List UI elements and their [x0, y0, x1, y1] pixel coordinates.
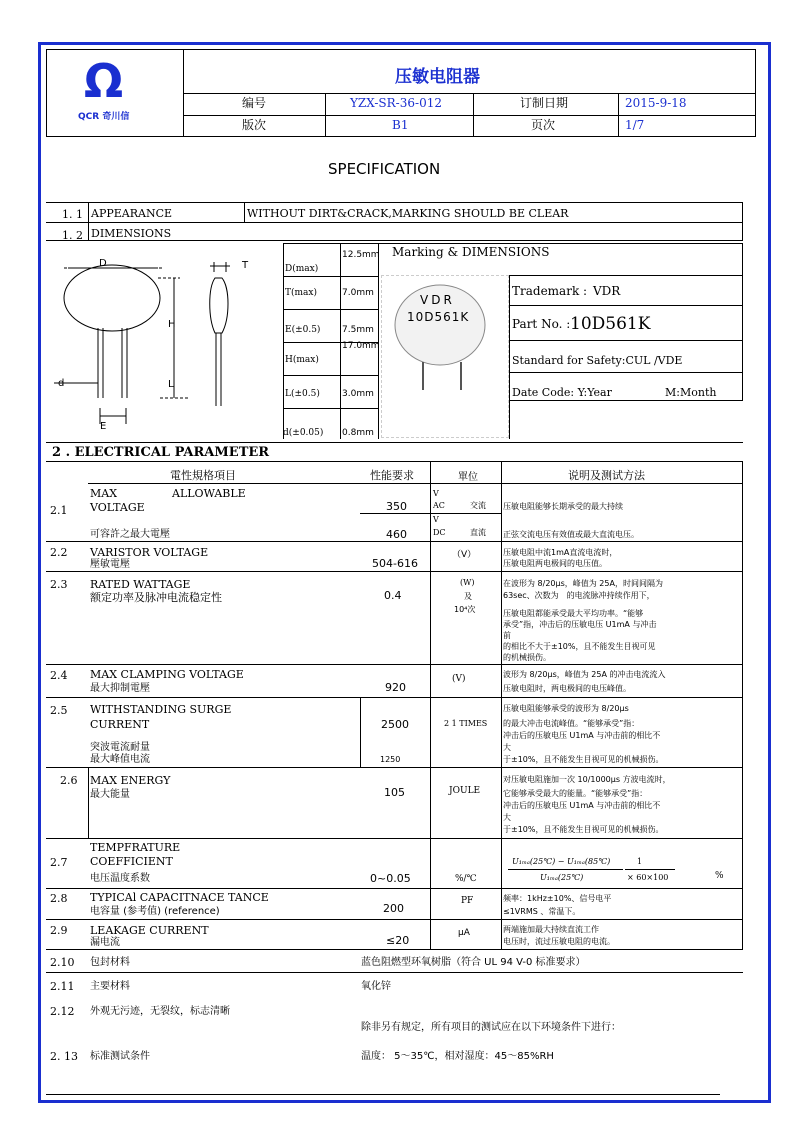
param-2-3-desc-3: 压敏电阻都能承受最大平均功率。“能够 [503, 609, 644, 618]
date-code-month: M:Month [665, 386, 717, 399]
param-2-13-no: 2. 13 [50, 1050, 78, 1063]
label-version: 版次 [242, 118, 267, 132]
param-2-1-desc-1: 压敏电阻能够长期承受的最大持续 [503, 502, 623, 511]
param-2-6-zh: 最大能量 [90, 789, 130, 800]
dim-name-wire: d(±0.05) [283, 428, 324, 438]
drawing-label-t: T [242, 260, 249, 271]
param-2-8-desc-2: ≤1VRMS 、常温下。 [503, 907, 581, 916]
param-2-1-zh: 可容許之最大電壓 [90, 529, 170, 540]
param-2-3-desc-4: 承受”指，冲击后的压敏电压 U1mA 与冲击 [503, 620, 657, 629]
logo-icon: Ω [84, 54, 124, 108]
param-2-7-value: 0~0.05 [370, 872, 411, 885]
item-1-2-label: DIMENSIONS [91, 227, 172, 240]
param-2-12-label: 外观无污迹，无裂纹，标志清晰 [90, 1006, 230, 1017]
param-2-5-desc-2: 的最大冲击电流峰值。“能够承受”指： [503, 719, 640, 728]
param-2-7-en-2: COEFFICIENT [90, 855, 173, 868]
param-2-11-no: 2.11 [50, 980, 75, 993]
param-2-10-no: 2.10 [50, 956, 75, 969]
drawing-label-d-lower: d [58, 378, 65, 389]
param-2-2-en: VARISTOR VOLTAGE [90, 546, 209, 559]
param-2-3-en: RATED WATTAGE [90, 578, 191, 591]
item-1-1-value: WITHOUT DIRT&CRACK,MARKING SHOULD BE CLEAR [247, 207, 569, 220]
param-2-5-desc-5: 于±10%，且不能发生目视可见的机械损伤。 [503, 755, 664, 764]
param-2-5-desc-1: 压敏电阻能够承受的波形为 8/20μs [503, 704, 629, 713]
param-2-13-label: 标准测试条件 [90, 1051, 150, 1062]
param-2-3-unit-1: (W) [460, 578, 475, 587]
param-2-9-desc-2: 电压时，流过压敏电阻的电流。 [503, 937, 615, 946]
param-2-5-zh-2: 最大峰值电流 [90, 754, 150, 765]
param-2-1-unit-dc-zh: 直流 [470, 528, 486, 537]
param-2-5-value-2: 1250 [380, 755, 401, 764]
param-2-4-value: 920 [385, 681, 406, 694]
param-2-3-desc-2: 63sec、次数为 的电流脉冲持续作用下， [503, 591, 655, 600]
param-2-1-desc-2: 正弦交流电压有效值或最大直流电压。 [503, 530, 639, 539]
param-2-2-desc-1: 压敏电阻中流1mA直流电流时， [503, 548, 618, 557]
param-2-5-no: 2.5 [50, 704, 68, 717]
col-header-method: 说明及测试方法 [568, 469, 645, 482]
param-2-3-value: 0.4 [384, 589, 402, 602]
safety-standard: Standard for Safety:CUL /VDE [512, 354, 683, 367]
param-2-11-value: 氧化锌 [361, 981, 391, 992]
item-1-2-no: 1. 2 [62, 229, 83, 242]
param-2-9-desc-1: 两端施加最大持续直流工作 [503, 925, 599, 934]
formula-multiplier: × 60×100 [627, 873, 669, 882]
param-2-1-en-1b: ALLOWABLE [172, 487, 246, 500]
param-2-12-no: 2.12 [50, 1005, 75, 1018]
param-2-3-desc-6: 的相比不大于±10%，且不能发生目视可见 [503, 642, 656, 651]
param-2-11-label: 主要材料 [90, 981, 130, 992]
param-2-3-desc-5: 前 [503, 631, 511, 640]
label-date: 订制日期 [520, 96, 569, 110]
dim-value-d: 12.5mm [342, 250, 380, 260]
param-2-1-unit-ac-v: V [433, 489, 439, 498]
param-2-8-value: 200 [383, 902, 404, 915]
param-2-1-unit-dc-v: V [433, 515, 439, 524]
param-2-3-desc-1: 在波形为 8/20μs，峰值为 25A，时间间隔为 [503, 579, 663, 588]
doc-version: B1 [392, 118, 409, 132]
param-2-1-value-dc: 460 [386, 528, 407, 541]
formula-denominator: U₁ₘₐ(25℃) [540, 873, 584, 882]
param-2-9-no: 2.9 [50, 924, 68, 937]
param-2-3-zh: 额定功率及脉冲电流稳定性 [90, 591, 222, 604]
item-1-1-no: 1. 1 [62, 208, 83, 221]
param-2-4-unit: (V) [452, 674, 466, 684]
dim-value-l: 3.0mm [342, 389, 374, 399]
param-2-4-no: 2.4 [50, 669, 68, 682]
doc-title: 压敏电阻器 [395, 67, 480, 87]
param-2-1-unit-ac: AC [433, 501, 445, 510]
spec-title: SPECIFICATION [328, 160, 441, 178]
dim-value-wire: 0.8mm [342, 428, 374, 438]
param-2-5-en-1: WITHSTANDING SURGE [90, 703, 232, 716]
param-2-6-desc-1: 对压敏电阻施加一次 10/1000μs 方波电流时， [503, 775, 671, 784]
param-2-6-desc-4: 大 [503, 813, 511, 822]
param-2-8-no: 2.8 [50, 892, 68, 905]
photo-brand-text: VDR [420, 293, 455, 307]
dim-value-h: 17.0mm [342, 341, 380, 351]
param-2-4-en: MAX CLAMPING VOLTAGE [90, 668, 244, 681]
param-2-3-desc-7: 的机械损伤。 [503, 653, 551, 662]
logo-text: QCR 奇川信 [78, 112, 130, 122]
param-2-4-desc-1: 波形为 8/20μs，峰值为 25A 的冲击电流流入 [503, 670, 666, 679]
param-2-6-no: 2.6 [60, 774, 78, 787]
param-2-1-value-ac: 350 [386, 500, 407, 513]
col-header-unit: 單位 [458, 472, 478, 483]
dim-name-e: E(±0.5) [285, 325, 321, 335]
col-header-requirement: 性能要求 [370, 469, 414, 482]
param-2-13-value: 温度： 5～35℃，相对湿度：45～85%RH [361, 1051, 554, 1062]
param-2-7-zh: 电压温度系数 [90, 873, 150, 884]
drawing-label-l: L [168, 379, 174, 390]
dim-value-t: 7.0mm [342, 288, 374, 298]
param-2-6-desc-2: 它能够承受最大的能量。“能够承受”指： [503, 789, 648, 798]
param-2-12-value: 除非另有规定，所有项目的测试应在以下环境条件下进行： [361, 1022, 621, 1033]
param-2-9-en: LEAKAGE CURRENT [90, 924, 209, 937]
param-2-5-zh-1: 突波電流耐量 [90, 742, 150, 753]
param-2-5-value-1: 2500 [381, 718, 409, 731]
param-2-3-no: 2.3 [50, 578, 68, 591]
formula-percent: % [715, 871, 724, 881]
param-2-3-unit-2: 及 [464, 592, 472, 601]
param-2-9-value: ≤20 [386, 934, 410, 947]
doc-number: YZX-SR-36-012 [350, 96, 442, 110]
param-2-6-unit: JOULE [449, 786, 481, 796]
col-header-item: 電性規格項目 [170, 469, 236, 482]
dim-name-h: H(max) [285, 355, 319, 365]
dimension-drawing [50, 248, 282, 438]
label-doc-no: 编号 [242, 96, 267, 110]
date-code: Date Code: Y:Year [512, 386, 612, 399]
param-2-7-en-1: TEMPFRATURE [90, 841, 181, 854]
param-2-2-unit: （V） [452, 550, 477, 560]
param-2-8-desc-1: 频率：1kHz±10%、信号电平 [503, 894, 612, 903]
param-2-4-zh: 最大抑制電壓 [90, 683, 150, 694]
param-2-5-desc-3: 冲击后的压敏电压 U1mA 与冲击前的相比不 [503, 731, 661, 740]
bottom-rule [46, 1094, 720, 1095]
label-page: 页次 [531, 118, 556, 132]
param-2-8-zh: 电容量 (参考值) (reference) [90, 906, 220, 917]
param-2-6-en: MAX ENERGY [90, 774, 171, 787]
param-2-2-desc-2: 压敏电阻两电极间的电压值。 [503, 559, 607, 568]
param-2-1-unit-dc: DC [433, 528, 446, 537]
param-2-1-en-2: VOLTAGE [90, 501, 145, 514]
param-2-6-value: 105 [384, 786, 405, 799]
param-2-6-desc-5: 于±10%，且不能发生目视可见的机械损伤。 [503, 825, 664, 834]
dim-name-d: D(max) [285, 264, 319, 274]
trademark-label: Trademark : [512, 284, 588, 298]
marking-title: Marking & DIMENSIONS [392, 245, 550, 259]
drawing-label-h: H [168, 319, 176, 330]
trademark-value: VDR [593, 284, 621, 298]
drawing-label-e: E [100, 421, 107, 432]
param-2-1-unit-ac-zh: 交流 [470, 501, 486, 510]
param-2-2-value: 504-616 [372, 557, 418, 570]
param-2-4-desc-2: 压敏电阻时，两电极间的电压峰值。 [503, 684, 631, 693]
formula-numerator: U₁ₘₐ(25℃) − U₁ₘₐ(85℃) [512, 857, 611, 866]
part-no-value: 10D561K [570, 314, 651, 334]
section2-title: 2 . ELECTRICAL PARAMETER [52, 445, 270, 460]
param-2-2-zh: 壓敏電壓 [90, 559, 130, 570]
param-2-5-unit: 2 1 TIMES [444, 719, 488, 728]
param-2-10-label: 包封材料 [90, 957, 130, 968]
param-2-9-unit: μA [458, 928, 470, 938]
doc-date: 2015-9-18 [625, 96, 687, 110]
param-2-1-no: 2.1 [50, 504, 68, 517]
page-number: 1/7 [625, 118, 645, 132]
param-2-7-unit: %/℃ [455, 874, 477, 884]
photo-part-text: 10D561K [407, 310, 470, 324]
part-no-label: Part No. : [512, 317, 571, 331]
param-2-6-desc-3: 冲击后的压敏电压 U1mA 与冲击前的相比不 [503, 801, 661, 810]
param-2-8-en: TYPICAl CAPACITNACE TANCE [90, 891, 269, 904]
param-2-8-unit: PF [461, 896, 474, 906]
param-2-3-unit-3: 10⁴次 [454, 605, 476, 614]
param-2-7-no: 2.7 [50, 856, 68, 869]
param-2-5-en-2: CURRENT [90, 718, 150, 731]
item-1-1-label: APPEARANCE [91, 207, 173, 220]
dim-name-l: L(±0.5) [285, 389, 320, 399]
param-2-10-value: 蓝色阻燃型环氧树脂（符合 UL 94 V-0 标准要求） [361, 957, 586, 968]
param-2-9-zh: 漏电流 [90, 937, 120, 948]
dim-value-e: 7.5mm [342, 325, 374, 335]
param-2-2-no: 2.2 [50, 546, 68, 559]
param-2-5-desc-4: 大 [503, 743, 511, 752]
dim-name-t: T(max) [285, 288, 318, 298]
drawing-label-d-upper: D [99, 258, 107, 269]
param-2-1-en-1: MAX [90, 487, 118, 500]
formula-one: 1 [637, 857, 643, 866]
